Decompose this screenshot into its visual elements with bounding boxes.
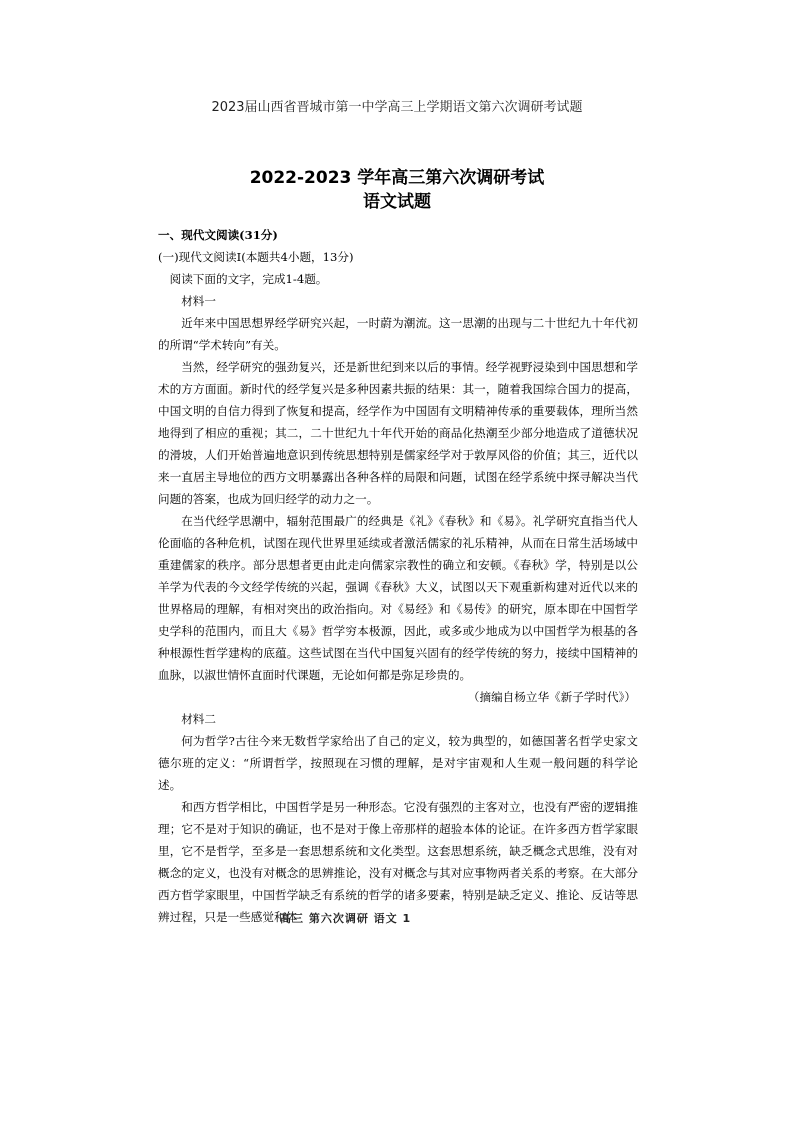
- paragraph: 何为哲学?古往今来无数哲学家给出了自己的定义，较为典型的，如德国著名哲学史家文德尔班的定义：“所谓哲学，按照现在习惯的理解，是对宇宙观和人生观一般问题的科学论述。: [158, 734, 638, 792]
- paragraph: 和西方哲学相比，中国哲学是另一种形态。它没有强烈的主客对立，也没有严密的逻辑推理；它不是对于知识的确证，也不是对于像上帝那样的超验本体的论证。在许多西方哲学家眼里，它不是哲学，至多是一套思想系统和文化类型。这套思想系统，缺乏概念式思维，没有对概念的定义，也没有对概念的思辨推论，没有对概念与其对应事物两者关系的考察。在大部分西方哲学家眼里，中国哲学缺乏有系统的哲学的诸多要素，特别是缺乏定义、推论、反诘等思辨过程，只是一些感觉和体: [158, 800, 638, 924]
- paragraph: 近年来中国思想界经学研究兴起，一时蔚为潮流。这一思潮的出现与二十世纪九十年代初的所谓“学术转向”有关。: [158, 316, 638, 352]
- material-label: 材料一: [181, 294, 216, 308]
- reading-instruction: 阅读下面的文字，完成1-4题。: [169, 272, 328, 286]
- exam-title: 2022-2023 学年高三第六次调研考试: [249, 168, 545, 188]
- section-heading: 一、现代文阅读(31分): [158, 228, 278, 242]
- material-label: 材料二: [181, 712, 216, 726]
- paragraph: 当然，经学研究的强劲复兴，还是新世纪到来以后的事情。经学视野浸染到中国思想和学术的方方面面。新时代的经学复兴是多种因素共振的结果：其一，随着我国综合国力的提高，中国文明的自信力得到了恢复和提高，经学作为中国固有文明精神传承的重要载体，理所当然地得到了相应的重视；其二，二十世纪九十年代开始的商品化热潮至少部分地造成了道德状况的滑坡，人们开始普遍地意识到传统思想特别是儒家经学对于敦厚风俗的价值；其三，近代以来一直居主导地位的西方文明暴露出各种各样的局限和问题，试图在经学系统中探寻解决当代问题的答案，也成为回归经学的动力之一。: [158, 360, 638, 506]
- question-body: [158, 224, 638, 928]
- citation: （摘编自杨立华《新子学时代》）: [467, 690, 636, 704]
- paragraph: 在当代经学思潮中，辐射范围最广的经典是《礼》《春秋》和《易》。礼学研究直指当代人伦面临的各种危机，试图在现代世界里延续或者激活儒家的礼乐精神，从而在日常生活场域中重建儒家的秩序。部分思想者更由此走向儒家宗教性的确立和安顿。《春秋》学，特别是以公羊学为代表的今文经学传统的兴起，强调《春秋》大义，试图以天下观重新构建对近代以来的世界格局的理解，有相对突出的政治指向。对《易经》和《易传》的研究，原本即在中国哲学史学科的范围内，而且大《易》哲学穷本极源，因此，或多或少地成为以中国哲学为根基的各种根源性哲学建构的底蕴。这些试图在当代中国复兴固有的经学传统的努力，接续中国精神的血脉，以淑世情怀直面时代课题，无论如何都是弥足珍贵的。: [158, 514, 638, 682]
- document-header: 2023届山西省晋城市第一中学高三上学期语文第六次调研考试题: [211, 100, 583, 115]
- subsection-heading: (一)现代文阅读Ⅰ(本题共4小题，13分): [158, 250, 354, 264]
- page-footer: 高三 第六次调研 语文 1: [280, 912, 412, 925]
- exam-subtitle: 语文试题: [363, 192, 431, 212]
